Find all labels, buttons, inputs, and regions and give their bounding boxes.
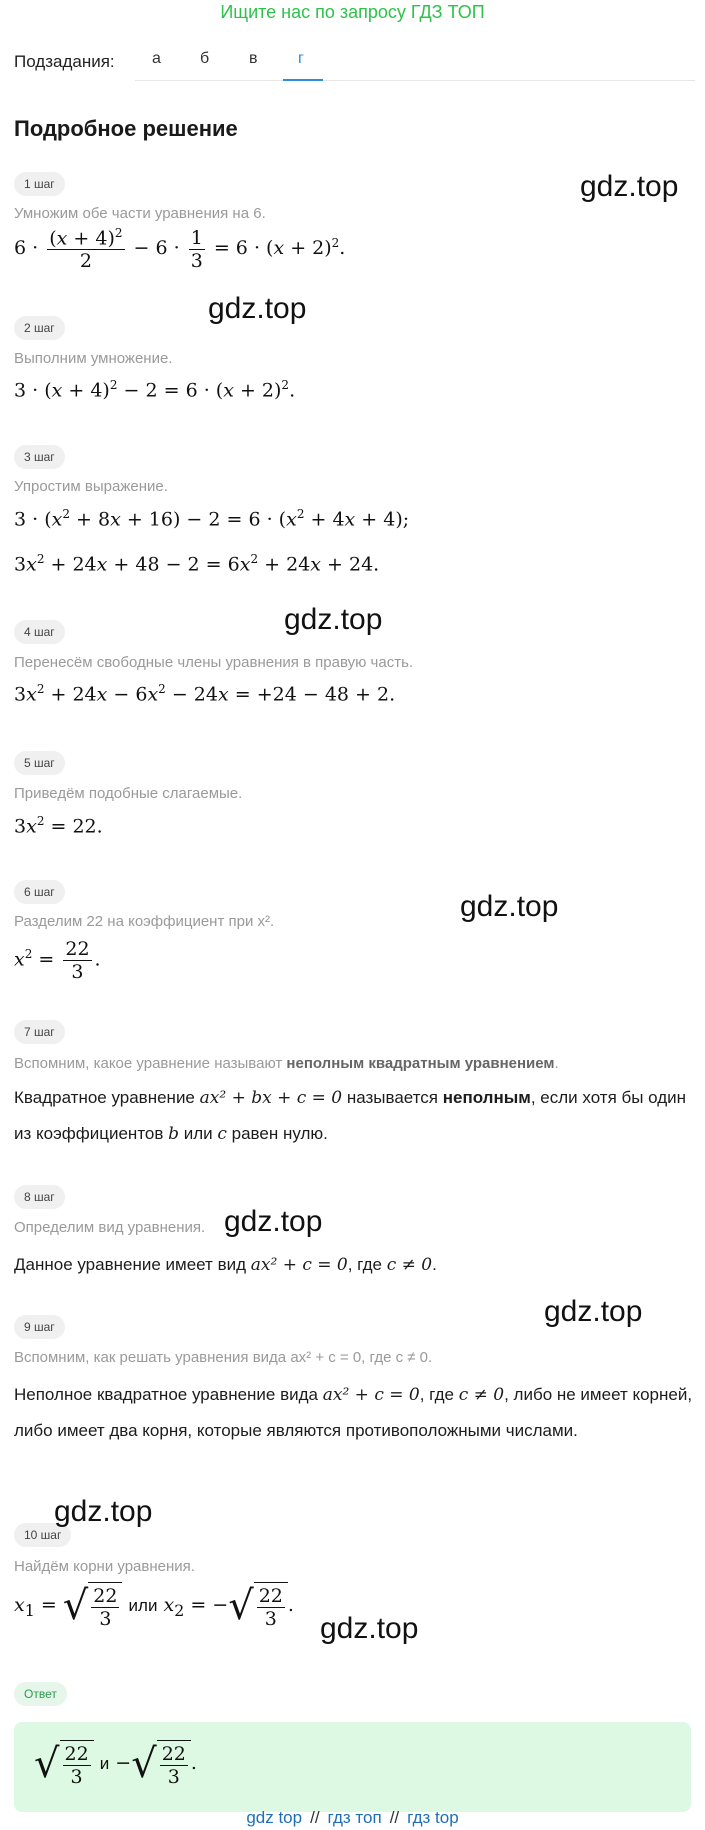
answer-formula: √ $\frac{22}{3}$ и −√ $\frac{22}{3}$ .: [34, 1741, 197, 1788]
step-description: Приведём подобные слагаемые.: [14, 785, 243, 802]
step-formula: 6 · $\frac{(x + 4)^2}{2}$ − 6 · $\frac{1}{3}$ = $6 \cdot (x + 2)^2$.: [14, 226, 346, 273]
step-description: Упростим выражение.: [14, 478, 168, 495]
watermark: gdz.top: [224, 1205, 323, 1238]
section-title: Подробное решение: [14, 116, 238, 141]
footer-separator: //: [389, 1808, 400, 1827]
search-banner: Ищите нас по запросу ГДЗ ТОП: [220, 2, 485, 22]
step-formula: $x^2$ = $\frac{22}{3}$ .: [14, 938, 101, 983]
subtasks-tabs: [135, 40, 695, 81]
step-description: Найдём корни уравнения.: [14, 1558, 195, 1575]
watermark: gdz.top: [544, 1295, 643, 1328]
answer-box: [14, 1722, 691, 1812]
watermark: gdz.top: [208, 292, 307, 325]
step-formula: $3x^2 + 24x - 6x^2 - 24x = +24 - 48 + 2$.: [14, 682, 396, 706]
subtasks-label: Подзадания:: [14, 52, 115, 71]
step-description: Умножим обе части уравнения на 6.: [14, 205, 266, 222]
answer-label: Ответ: [14, 1682, 67, 1706]
step-label: 2 шаг: [14, 316, 65, 340]
tab-v[interactable]: в: [249, 50, 258, 67]
watermark: gdz.top: [320, 1612, 419, 1645]
footer-links: [0, 1808, 705, 1828]
step-label: 7 шаг: [14, 1020, 65, 1044]
step-formula: $3x^2 = 22$.: [14, 814, 103, 838]
step-description: Выполним умножение.: [14, 350, 173, 367]
watermark: gdz.top: [460, 890, 559, 923]
step-formula: $x_1$ = √ $\frac{22}{3}$ или $x_2$ = −√ $\frac{22}{3}$ .: [14, 1583, 294, 1630]
step-formula: $3 \cdot (x + 4)^2 - 2 = 6 \cdot (x + 2)^2$.: [14, 378, 296, 402]
watermark: gdz.top: [580, 170, 679, 203]
step-label: 5 шаг: [14, 751, 65, 775]
step-formula: $3x^2 + 24x + 48 - 2 = 6x^2 + 24x + 24$.: [14, 552, 380, 576]
active-tab-underline: [283, 79, 323, 81]
step-description: Вспомним, какое уравнение называют неполным квадратным уравнением.: [14, 1055, 559, 1072]
step-description: Определим вид уравнения.: [14, 1219, 206, 1236]
step-text: Квадратное уравнение ax² + bx + c = 0 называется неполным, если хотя бы один из коэффициентов b или c равен нулю.: [14, 1088, 687, 1144]
step-label: 8 шаг: [14, 1185, 65, 1209]
step-description: Перенесём свободные члены уравнения в правую часть.: [14, 654, 414, 671]
step-formula: $3 \cdot (x^2 + 8x + 16) - 2 = 6 \cdot (x^2 + 4x + 4)$;: [14, 507, 410, 531]
tab-a[interactable]: а: [152, 50, 161, 67]
step-label: 9 шаг: [14, 1315, 65, 1339]
step-text: Неполное квадратное уравнение вида ax² + c = 0, где c ≠ 0, либо не имеет корней, либо имеет два корня, которые являются противоположными числами.: [14, 1385, 693, 1440]
step-label: 3 шаг: [14, 445, 65, 469]
step-label: 1 шаг: [14, 172, 65, 196]
step-label: 10 шаг: [14, 1523, 71, 1547]
tab-g[interactable]: г: [298, 50, 304, 67]
step-label: 6 шаг: [14, 880, 65, 904]
watermark: gdz.top: [54, 1495, 153, 1528]
footer-link[interactable]: гдз топ: [327, 1808, 382, 1827]
footer-separator: //: [310, 1808, 320, 1827]
watermark: gdz.top: [284, 603, 383, 636]
tab-b[interactable]: б: [200, 50, 210, 67]
footer-link[interactable]: гдз top: [407, 1808, 459, 1827]
step-label: 4 шаг: [14, 620, 65, 644]
step-description: Вспомним, как решать уравнения вида ax² + c = 0, где c ≠ 0.: [14, 1349, 433, 1366]
step-description: Разделим 22 на коэффициент при x².: [14, 913, 275, 930]
footer-link[interactable]: gdz top: [246, 1808, 303, 1827]
step-text: Данное уравнение имеет вид ax² + c = 0, где c ≠ 0.: [14, 1255, 437, 1275]
